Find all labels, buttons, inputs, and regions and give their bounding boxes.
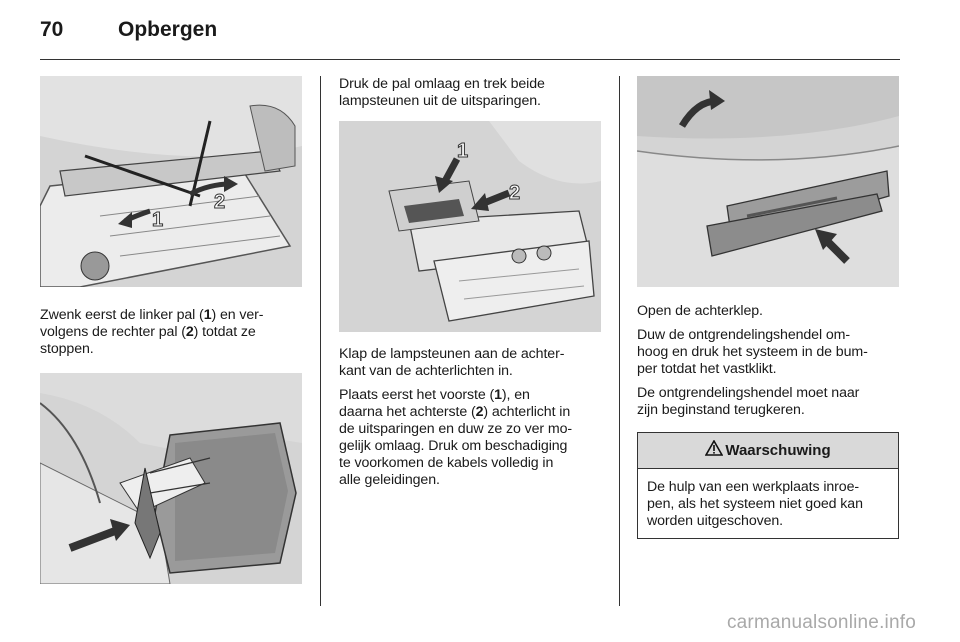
page-number: 70 [40, 18, 64, 41]
callout-label-2: 2 [509, 182, 521, 204]
paragraph: Duw de ontgrendelingshendel om- hoog en druk het systeem in de bum- per totdat het vastklikt. [637, 327, 868, 377]
column-right [637, 76, 899, 539]
bold-ref: 1 [203, 307, 212, 323]
warning-title: Waarschuwing [725, 442, 831, 459]
paragraph: Zwenk eerst de linker pal (1) en ver- volgens de rechter pal (2) totdat ze stoppen. [40, 307, 264, 357]
bold-ref: 2 [185, 324, 194, 340]
paragraph: Druk de pal omlaag en trek beide lampsteunen uit de uitsparingen. [339, 76, 545, 109]
watermark: carmanualsonline.info [726, 612, 916, 633]
header-divider [40, 59, 900, 60]
page-header [40, 18, 900, 48]
bold-ref: 2 [475, 404, 484, 420]
warning-text: De hulp van een werkplaats inroe- pen, als het systeem niet goed kan worden uitgeschoven. [647, 479, 863, 529]
column-middle [339, 76, 601, 496]
paragraph: De ontgrendelingshendel moet naar zijn beginstand terugkeren. [637, 385, 860, 418]
column-divider [320, 76, 321, 606]
column-left [40, 76, 302, 584]
illustration-lamp-holder [40, 373, 302, 584]
paragraph: Plaats eerst het voorste (1), en daarna het achterste (2) achterlicht in de uitsparingen en duw ze zo ver mo- gelijk omlaag. Druk om beschadiging te voorkomen de kabels volledig in alle geleidingen. [339, 387, 572, 488]
callout-label-2: 2 [214, 191, 226, 213]
illustration-pawl-levers [40, 76, 302, 287]
column-divider [619, 76, 620, 606]
warning-header [638, 433, 898, 469]
bold-ref: 1 [494, 387, 502, 403]
illustration-lamp-supports [339, 121, 601, 332]
illustration-bumper-system [637, 76, 899, 287]
callout-label-1: 1 [152, 209, 164, 231]
warning-box [637, 432, 899, 539]
page-title: Opbergen [118, 18, 218, 41]
warning-triangle-icon [705, 440, 723, 461]
paragraph: Open de achterklep. [637, 303, 763, 319]
paragraph: Klap de lampsteunen aan de achter- kant van de achterlichten in. [339, 346, 565, 379]
callout-label-1: 1 [457, 140, 469, 162]
